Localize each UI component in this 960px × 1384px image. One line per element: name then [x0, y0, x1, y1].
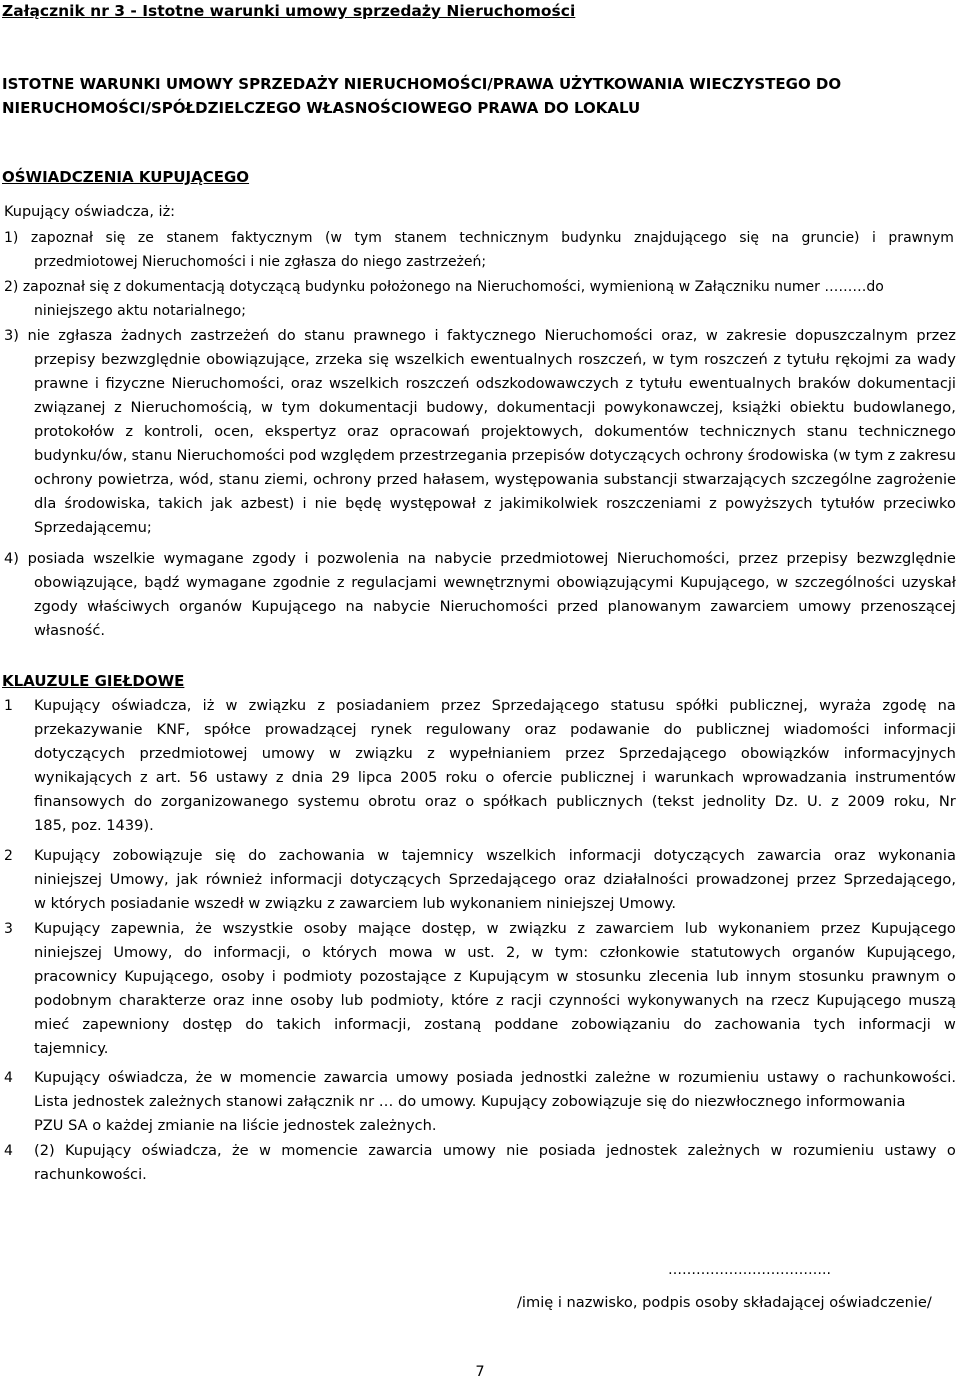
main-heading-line-2: NIERUCHOMOŚCI/SPÓŁDZIELCZEGO WŁASNOŚCIOWEGO PRAWA DO LOKALU: [2, 99, 641, 117]
clause-line: mieć zapewniony dostęp do takich informacji, zostaną poddane zobowiązaniu do zachowania tych informacji w: [34, 1016, 956, 1033]
declaration-line: 3) nie zgłasza żadnych zastrzeżeń do stanu prawnego i faktycznego Nieruchomości oraz, w zakresie dopuszczalnym przez: [4, 327, 956, 344]
clause-number: 3: [4, 921, 13, 937]
clause-line: niniejszej Umowy, jak również informacji dotyczących Sprzedającego oraz działalności prowadzonej przez Sprzedającego,: [34, 871, 956, 888]
clause-number: 1: [4, 698, 13, 714]
clause-line: tajemnicy.: [34, 1040, 109, 1057]
declaration-line: 4) posiada wszelkie wymagane zgody i pozwolenia na nabycie przedmiotowej Nieruchomości, przez przepisy bezwzględnie: [4, 550, 956, 567]
declaration-line: zgody właściwych organów Kupującego na nabycie Nieruchomości przed planowanym zawarciem umowy przenoszącej: [34, 598, 956, 615]
clause-line: Kupujący zobowiązuje się do zachowania w tajemnicy wszelkich informacji dotyczących zawarcia oraz wykonania: [34, 847, 956, 864]
clause-line: w których posiadanie wszedł w związku z zawarciem lub wykonaniem niniejszej Umowy.: [34, 895, 676, 912]
clause-line: pracownicy Kupującego, osoby i podmioty pozostające z Kupującym w stosunku zlecenia lub innym stosunku prawnym o: [34, 968, 956, 985]
buyer-declaration-3: [4, 324, 956, 540]
buyer-declarations-intro: Kupujący oświadcza, iż:: [4, 204, 176, 220]
main-heading-line-1: ISTOTNE WARUNKI UMOWY SPRZEDAŻY NIERUCHOMOŚCI/PRAWA UŻYTKOWANIA WIECZYSTEGO DO: [2, 75, 842, 93]
declaration-line: własność.: [34, 622, 106, 639]
declaration-line: 1) zapoznał się ze stanem faktycznym (w tym stanem technicznym budynku znajdującego się na gruncie) i prawnym: [4, 230, 954, 246]
exchange-clause-4: [34, 1066, 956, 1138]
clause-line: przekazywanie KNF, spółce prowadzącej rynek regulowany oraz podawanie do publicznej wiadomości informacji: [34, 721, 956, 738]
declaration-line: przedmiotowej Nieruchomości i nie zgłasza do niego zastrzeżeń;: [34, 254, 487, 270]
declaration-line: prawne i fizyczne Nieruchomości, oraz wszelkich roszczeń odszkodowawczych z tytułu ewentualnych braków dokumentacji: [34, 375, 956, 392]
declaration-line: związanej z Nieruchomością, w tym dokumentacji budowy, dokumentacji powykonawczej, książki obiektu budowlanego,: [34, 399, 956, 416]
buyer-declaration-2: [4, 275, 956, 323]
declaration-line: ochrony powietrza, wód, stanu ziemi, ochrony przed hałasem, występowania substancji stwarzających szczególne zagrożenie: [34, 471, 956, 488]
buyer-declarations-heading: OŚWIADCZENIA KUPUJĄCEGO: [2, 168, 250, 186]
declaration-line: przepisy bezwzględnie obowiązujące, zrzeka się wszelkich ewentualnych roszczeń, w tym roszczeń z tytułu rękojmi za wady: [34, 351, 956, 368]
main-heading: [2, 72, 841, 120]
clause-line: rachunkowości.: [34, 1166, 147, 1183]
clause-line: PZU SA o każdej zmianie na liście jednostek zależnych.: [34, 1117, 437, 1134]
clause-line: dotyczących przedmiotowej umowy w związku z wypełnianiem przez Sprzedającego obowiązków informacyjnych: [34, 745, 956, 762]
declaration-line: 2) zapoznał się z dokumentacją dotyczącą budynku położonego na Nieruchomości, wymienioną w Załączniku numer ………do: [4, 279, 884, 295]
clause-line: 185, poz. 1439).: [34, 817, 154, 834]
declaration-line: Sprzedającemu;: [34, 519, 152, 536]
exchange-clauses-heading: KLAUZULE GIEŁDOWE: [2, 672, 185, 690]
clause-line: niniejszej Umowy, do informacji, o których mowa w ust. 2, w tym: członkowie statutowych organów Kupującego,: [34, 944, 956, 961]
clause-number: 4: [4, 1070, 13, 1086]
declaration-line: niniejszego aktu notarialnego;: [34, 303, 246, 319]
clause-line: finansowych do zorganizowanego systemu obrotu oraz o spółkach publicznych (tekst jednolity Dz. U. z 2009 roku, Nr: [34, 793, 956, 810]
page-number: 7: [475, 1363, 485, 1380]
clause-line: Lista jednostek zależnych stanowi załącznik nr … do umowy. Kupujący zobowiązuje się do niezwłocznego informowania: [34, 1093, 906, 1110]
clause-line: podobnym charakterze oraz inne osoby lub podmioty, które z racji czynności wykonywanych na rzecz Kupującego muszą: [34, 992, 956, 1009]
exchange-clause-1: [34, 694, 956, 838]
annex-title: Załącznik nr 3 - Istotne warunki umowy sprzedaży Nieruchomości: [2, 2, 576, 20]
exchange-clause-4-variant: [34, 1139, 956, 1187]
clause-line: Kupujący oświadcza, że w momencie zawarcia umowy posiada jednostki zależne w rozumieniu ustawy o rachunkowości.: [34, 1069, 956, 1086]
exchange-clause-3: [34, 917, 956, 1061]
buyer-declaration-1: [4, 226, 954, 274]
clause-line: wynikających z art. 56 ustawy z dnia 29 lipca 2005 roku o ofercie publicznej i warunkach wprowadzania instrumentów: [34, 769, 956, 786]
clause-number: 4: [4, 1143, 13, 1159]
clause-line: (2) Kupujący oświadcza, że w momencie zawarcia umowy nie posiada jednostek zależnych w rozumieniu ustawy o: [34, 1142, 956, 1159]
clause-number: 2: [4, 848, 13, 864]
clause-line: Kupujący zapewnia, że wszystkie osoby mające dostęp, w związku z zawarciem lub wykonaniem przez Kupującego: [34, 920, 956, 937]
exchange-clause-2: [34, 844, 956, 916]
signature-caption: /imię i nazwisko, podpis osoby składającej oświadczenie/: [517, 1294, 932, 1311]
declaration-line: budynku/ów, stanu Nieruchomości pod względem przestrzegania przepisów dotyczących ochrony środowiska (w tym z zakresu: [34, 447, 956, 464]
clause-line: Kupujący oświadcza, iż w związku z posiadaniem przez Sprzedającego statusu spółki publicznej, wyraża zgodę na: [34, 697, 956, 714]
declaration-line: protokołów z kontroli, ocen, ekspertyz oraz opracowań projektowych, dokumentów technicznych stanu technicznego: [34, 423, 956, 440]
declaration-line: obowiązujące, bądź wymagane zgodnie z regulacjami wewnętrznymi obowiązującymi Kupującego, w szczególności uzyskał: [34, 574, 956, 591]
signature-line: ……………………………..: [668, 1262, 831, 1278]
buyer-declaration-4: [4, 547, 956, 643]
declaration-line: dla środowiska, takich jak azbest) i nie będę występował z jakimikolwiek roszczeniami z powyższych tytułów przeciwko: [34, 495, 956, 512]
